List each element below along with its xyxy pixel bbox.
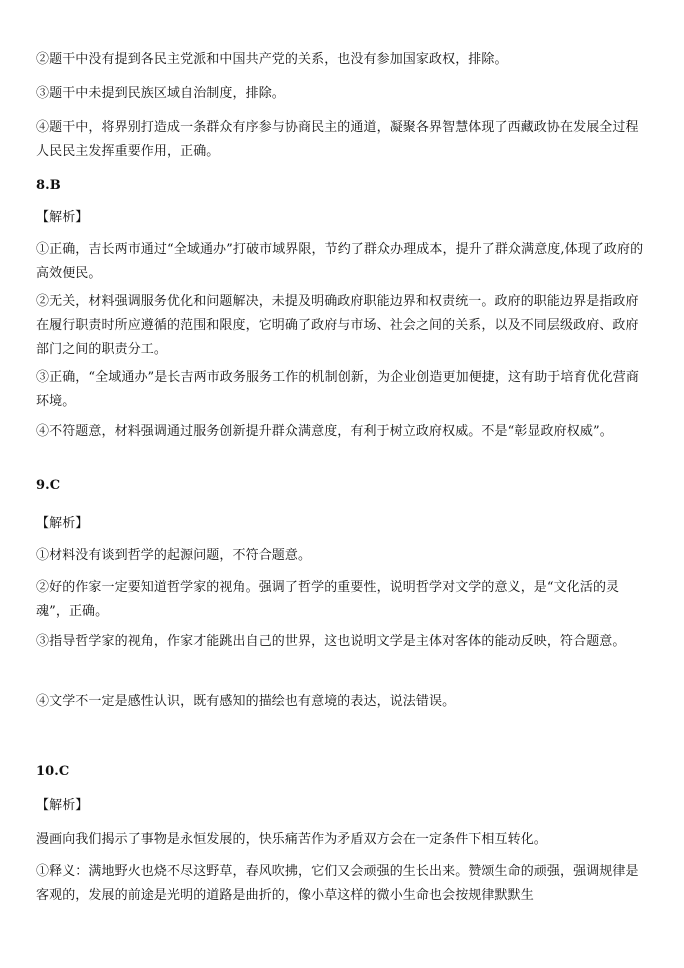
question-10-option-1: ①释义：满地野火也烧不尽这野草，春风吹拂，它们又会顽强的生长出来。赞颂生命的顽强，强调规律是客观的，发展的前途是光明的道路是曲折的，像小草这样的微小生命也会按规律默默生 <box>36 864 639 903</box>
question-9-analysis-heading: 【解析】 <box>36 516 89 531</box>
question-8-option-2: ②无关，材料强调服务优化和问题解决，未提及明确政府职能边界和权责统一。政府的职能边界是指政府在履行职责时所应遵循的范围和限度，它明确了政府与市场、社会之间的关系，以及不同层级政府、政府部门之间的职责分工。 <box>36 294 639 357</box>
paragraph-4-option: ④题干中，将界别打造成一条群众有序参与协商民主的通道，凝聚各界智慧体现了西藏政协在发展全过程人民民主发挥重要作用，正确。 <box>36 120 639 159</box>
question-8-option-3: ③正确，“全域通办”是长吉两市政务服务工作的机制创新，为企业创造更加便捷，这有助于培育优化营商环境。 <box>36 370 639 409</box>
question-8-analysis-heading: 【解析】 <box>36 210 89 225</box>
question-9-option-4: ④文学不一定是感性认识，既有感知的描绘也有意境的表达，说法错误。 <box>36 694 456 709</box>
paragraph-2-option: ②题干中没有提到各民主党派和中国共产党的关系，也没有参加国家政权，排除。 <box>36 52 508 67</box>
question-9-answer: 9.C <box>36 478 61 493</box>
question-9-option-3: ③指导哲学家的视角，作家才能跳出自己的世界，这也说明文学是主体对客体的能动反映，符合题意。 <box>36 634 626 649</box>
question-8-option-1: ①正确，吉长两市通过“全域通办”打破市域界限，节约了群众办理成本，提升了群众满意度,体现了政府的高效便民。 <box>36 242 644 281</box>
question-10-analysis-heading: 【解析】 <box>36 798 89 813</box>
question-9-option-2: ②好的作家一定要知道哲学家的视角。强调了哲学的重要性，说明哲学对文学的意义，是“文化活的灵魂”，正确。 <box>36 580 620 619</box>
question-9-option-1: ①材料没有谈到哲学的起源问题，不符合题意。 <box>36 548 312 563</box>
question-10-summary: 漫画向我们揭示了事物是永恒发展的，快乐痛苦作为矛盾双方会在一定条件下相互转化。 <box>36 832 547 847</box>
question-10-answer: 10.C <box>36 764 70 779</box>
question-8-answer: 8.B <box>36 178 61 193</box>
question-8-option-4: ④不符题意，材料强调通过服务创新提升群众满意度，有利于树立政府权威。不是“彰显政府权威”。 <box>36 424 613 439</box>
paragraph-3-option: ③题干中未提到民族区域自治制度，排除。 <box>36 86 285 101</box>
